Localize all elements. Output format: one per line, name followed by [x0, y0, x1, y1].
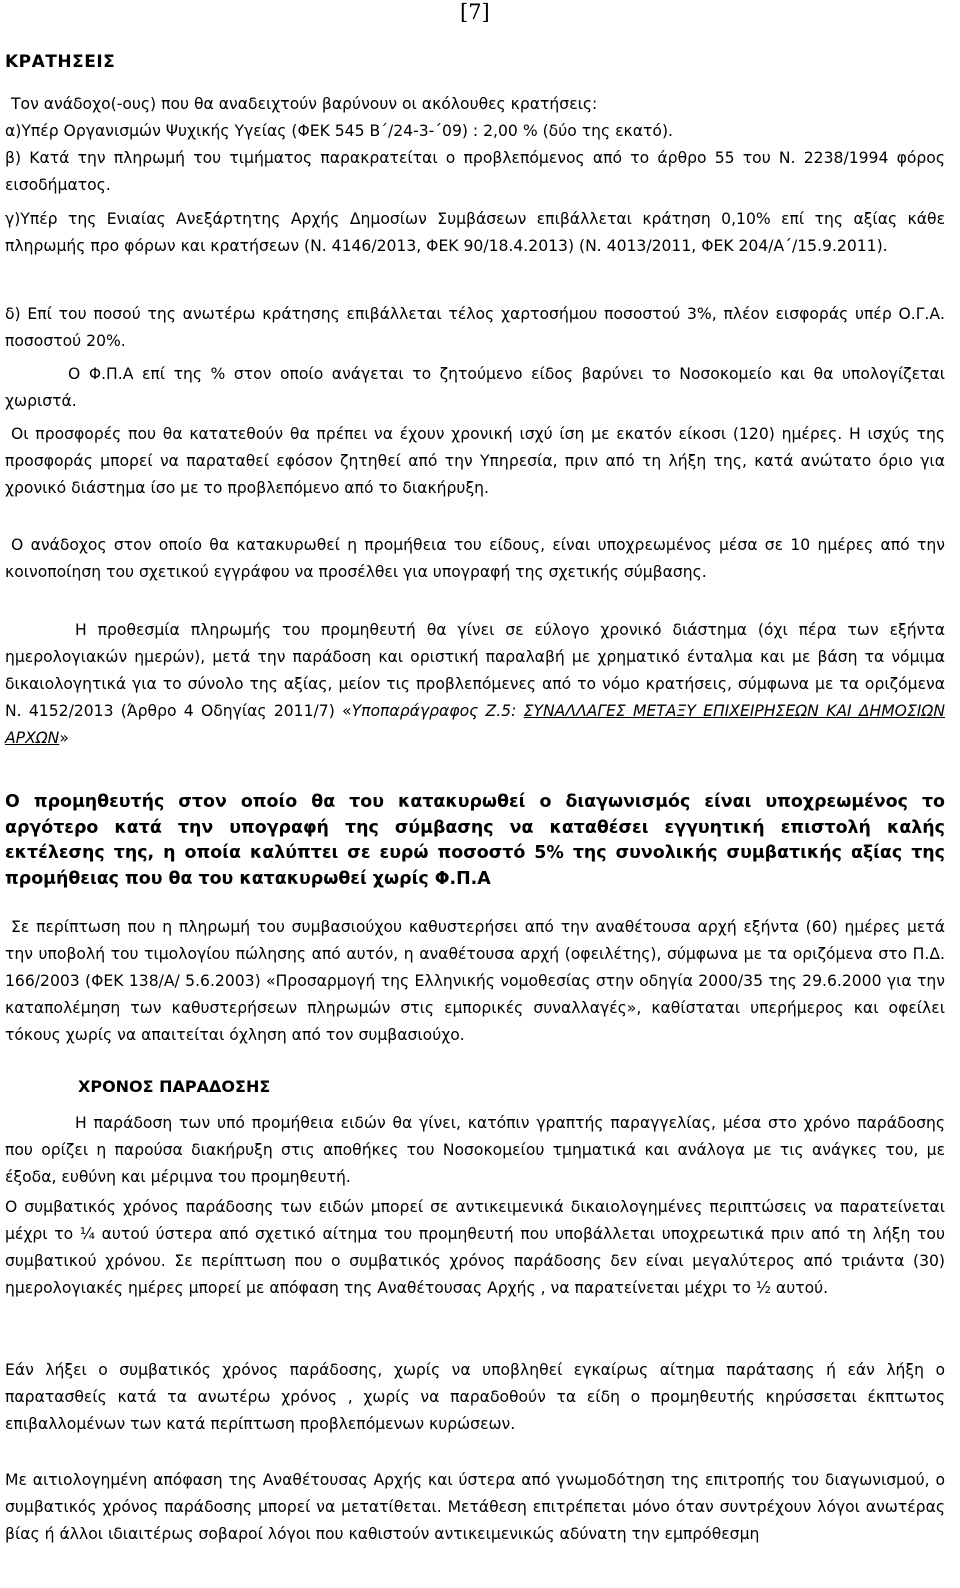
paragraph-contract-signing: Ο ανάδοχος στον οποίο θα κατακυρωθεί η προμήθεια του είδους, είναι υποχρεωμένος μέσα σε 10 ημέρες από την κοινοποίηση του σχετικού εγγράφου να προσέλθει για υπογραφή της σχετικής σύμβασης.	[5, 536, 945, 581]
paragraph-expiry: Εάν λήξει ο συμβατικός χρόνος παράδοσης, χωρίς να υποβληθεί εγκαίρως αίτημα παράτασης ή εάν λήξη ο παρατασθείς κατά τα ανωτέρω χρόνος , χωρίς να παραδοθούν τα είδη ο προμηθευτής κηρύσσεται έκπτωτος επιβαλλομένων των κατά περίπτωση προβλεπόμενων κυρώσεων.	[5, 1361, 945, 1433]
section-heading-delivery-time: ΧΡΟΝΟΣ ΠΑΡΑΔΟΣΗΣ	[78, 1077, 271, 1096]
paragraph-guarantee-letter: Ο προμηθευτής στον οποίο θα του κατακυρωθεί ο διαγωνισμός είναι υποχρεωμένος το αργότερο κατά την υπογραφή της σύμβασης να καταθέσει εγγυητική επιστολή καλής εκτέλεσης της, η οποία καλύπτει σε ευρώ ποσοστό 5% της συνολικής συμβατικής αξίας της προμήθειας που θα του κατακυρωθεί χωρίς Φ.Π.Α	[5, 792, 945, 889]
section-heading-kratiseis: ΚΡΑΤΗΣΕΙΣ	[5, 52, 116, 72]
paragraph-offer-validity: Οι προσφορές που θα κατατεθούν θα πρέπει να έχουν χρονική ισχύ ίση με εκατόν είκοσι (120) ημέρες. Η ισχύς της προσφοράς μπορεί να παραταθεί εφόσον ζητηθεί από την Υπηρεσία, πριν από τη λήξη της, κατά ανώτατο όριο για χρονικό διάστημα ίσο με το προβλεπόμενο από το διακήρυξη.	[5, 425, 945, 497]
paragraph-item-c: γ)Υπέρ της Ενιαίας Ανεξάρτητης Αρχής Δημοσίων Συμβάσεων επιβάλλεται κράτηση 0,10% επί της αξίας κάθε πληρωμής προ φόρων και κρατήσεων (Ν. 4146/2013, ΦΕΚ 90/18.4.2013) (Ν. 4013/2011, ΦΕΚ 204/Α΄/15.9.2011).	[5, 210, 945, 255]
payment-law-title: ΣΥΝΑΛΛΑΓΕΣ ΜΕΤΑΞΥ ΕΠΙΧΕΙΡΗΣΕΩΝ ΚΑΙ ΔΗΜΟΣΙΩΝ ΑΡΧΩΝ	[5, 702, 945, 747]
payment-text: Η προθεσμία πληρωμής του προμηθευτή θα γίνει σε εύλογο χρονικό διάστημα (όχι πέρα των εξήντα ημερολογιακών ημερών), μετά την παράδοση και οριστική παραλαβή με χρηματικό ένταλμα και με βάση τα νόμιμα δικαιολογητικά για το σύνολο της αξίας, μείον τις προβλεπόμενες από το νόμο κρατήσεις, σύμφωνα με τα οριζόμενα Ν. 4152/2013 (Άρθρο 4 Οδηγίας 2011/7) «	[5, 621, 945, 720]
page-number: [7]	[460, 0, 490, 24]
payment-subparagraph: Υποπαράγραφος Ζ.5:	[351, 702, 524, 720]
paragraph-payment-deadline	[5, 617, 945, 752]
paragraph-delivery: Η παράδοση των υπό προμήθεια ειδών θα γίνει, κατόπιν γραπτής παραγγελίας, μέσα στο χρόνο παράδοσης που ορίζει η παρούσα διακήρυξη στις αποθήκες του Νοσοκομείου τμηματικά και ανάλογα με τις ανάγκες του, με έξοδα, ευθύνη και μέριμνα του προμηθευτή.	[5, 1114, 945, 1186]
paragraph-extension: Ο συμβατικός χρόνος παράδοσης των ειδών μπορεί σε αντικειμενικά δικαιολογημένες περιπτώσεις να παρατείνεται μέχρι τo ¼ αυτού ύστερα από σχετικό αίτημα του προμηθευτή που υποβάλλεται υποχρεωτικά πριν από τη λήξη του συμβατικού χρόνου. Σε περίπτωση που ο συμβατικός χρόνος παράδοσης δεν είναι μεγαλύτερος από τριάντα (30) ημερολογιακές ημέρες μπορεί με απόφαση της Αναθέτουσας Αρχής , να παρατείνεται μέχρι το ½ αυτού.	[5, 1198, 945, 1297]
paragraph-item-d: δ) Επί του ποσού της ανωτέρω κράτησης επιβάλλεται τέλος χαρτοσήμου ποσοστού 3%, πλέον εισφοράς υπέρ Ο.Γ.Α. ποσοστού 20%.	[5, 305, 945, 350]
paragraph-item-a: α)Υπέρ Οργανισμών Ψυχικής Υγείας (ΦΕΚ 545 Β΄/24-3-΄09) : 2,00 % (δύο της εκατό).	[5, 122, 673, 140]
paragraph-vat: Ο Φ.Π.Α επί της % στον οποίο ανάγεται το ζητούμενο είδος βαρύνει το Νοσοκομείο και θα υπολογίζεται χωριστά.	[5, 365, 945, 410]
payment-quote-end: »	[59, 729, 69, 747]
paragraph-item-b: β) Κατά την πληρωμή του τιμήματος παρακρατείται ο προβλεπόμενος από το άρθρο 55 του Ν. 2238/1994 φόρος εισοδήματος.	[5, 149, 945, 194]
paragraph-late-payment: Σε περίπτωση που η πληρωμή του συμβασιούχου καθυστερήσει από την αναθέτουσα αρχή εξήντα (60) ημέρες μετά την υποβολή του τιμολογίου πώλησης από αυτόν, η αναθέτουσα αρχή (οφειλέτης), σύμφωνα με τα οριζόμενα στο Π.Δ. 166/2003 (ΦΕΚ 138/Α/ 5.6.2003) «Προσαρμογή της Ελληνικής νομοθεσίας στην οδηγία 2000/35 της 29.6.2000 για την καταπολέμηση των καθυστερήσεων πληρωμών στις εμπορικές συναλλαγές», καθίσταται υπερήμερος και οφείλει τόκους χωρίς να απαιτείται όχληση από τον συμβασιούχο.	[5, 918, 945, 1044]
paragraph-postponement: Με αιτιολογημένη απόφαση της Αναθέτουσας Αρχής και ύστερα από γνωμοδότηση της επιτροπής του διαγωνισμού, ο συμβατικός χρόνος παράδοσης μπορεί να μετατίθεται. Μετάθεση επιτρέπεται μόνο όταν συντρέχουν λόγοι ανωτέρας βίας ή άλλοι ιδιαιτέρως σοβαροί λόγοι που καθιστούν αντικειμενικώς αδύνατη την εμπρόθεσμη	[5, 1471, 945, 1543]
paragraph-intro: Τον ανάδοχο(-ους) που θα αναδειχτούν βαρύνουν οι ακόλουθες κρατήσεις:	[11, 95, 598, 113]
